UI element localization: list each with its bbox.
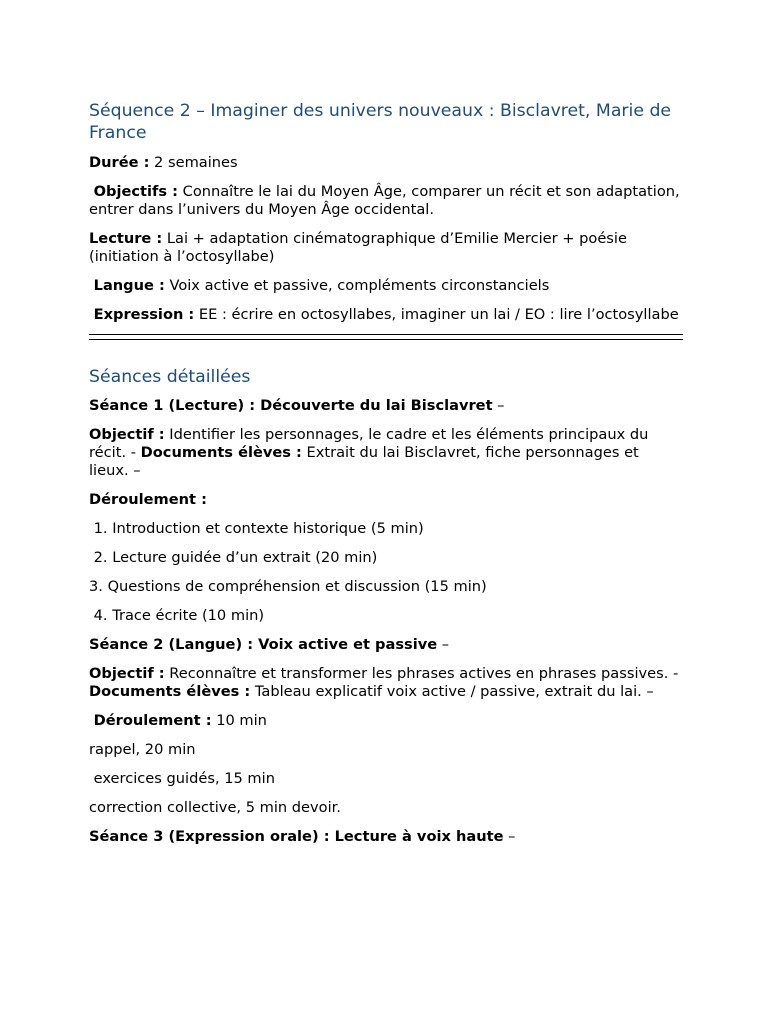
seance3-title <box>89 828 681 846</box>
seance1-title-dash: – <box>492 397 505 414</box>
seance2-documents-label: Documents élèves : <box>89 683 251 700</box>
seance2-line: rappel, 20 min <box>89 741 196 758</box>
langue-paragraph <box>89 277 681 295</box>
expression-value: EE : écrire en octosyllabes, imaginer un lai / EO : lire l’octosyllabe <box>194 306 679 323</box>
duree-value: 2 semaines <box>149 154 238 171</box>
seance2-line: correction collective, 5 min devoir. <box>89 799 341 816</box>
seance3-title-text: Séance 3 (Expression orale) : Lecture à voix haute <box>89 828 504 845</box>
objectifs-paragraph <box>89 183 681 219</box>
document-content <box>89 100 681 857</box>
langue-value: Voix active et passive, compléments circonstanciels <box>164 277 550 294</box>
seance1-objectif-paragraph <box>89 426 681 480</box>
seance1-title-text: Séance 1 (Lecture) : Découverte du lai Bisclavret <box>89 397 493 414</box>
duree-paragraph <box>89 154 681 172</box>
langue-label: Langue : <box>93 277 165 294</box>
seances-heading: Séances détaillées <box>89 367 251 387</box>
seance2-deroulement-label: Déroulement : <box>93 712 212 729</box>
seance2-title <box>89 636 681 654</box>
expression-paragraph <box>89 306 681 324</box>
double-rule-divider <box>89 334 683 340</box>
objectifs-value: Connaître le lai du Moyen Âge, comparer un récit et son adaptation, entrer dans l’univers du Moyen Âge occidental. <box>89 183 680 218</box>
lecture-label: Lecture : <box>89 230 163 247</box>
lecture-value: Lai + adaptation cinématographique d’Emilie Mercier + poésie (initiation à l’octosyllabe) <box>89 230 627 265</box>
seance2-line: exercices guidés, 15 min <box>89 770 275 787</box>
seance1-objectif-value: Identifier les personnages, le cadre et les éléments principaux du récit. - <box>89 426 649 461</box>
sequence-title: Séquence 2 – Imaginer des univers nouveaux : Bisclavret, Marie de France <box>89 101 672 143</box>
seance2-title-text: Séance 2 (Langue) : Voix active et passive <box>89 636 438 653</box>
objectifs-label: Objectifs : <box>93 183 178 200</box>
duree-label: Durée : <box>89 154 150 171</box>
seance1-deroulement-label-text: Déroulement : <box>89 491 207 508</box>
seance2-deroulement-value: 10 min <box>211 712 267 729</box>
seance1-deroulement-label <box>89 491 681 509</box>
seance1-step: 3. Questions de compréhension et discussion (15 min) <box>89 578 487 595</box>
seance2-objectif-value: Reconnaître et transformer les phrases actives en phrases passives. - <box>164 665 679 682</box>
seance1-title <box>89 397 681 415</box>
seance2-title-dash: – <box>437 636 450 653</box>
expression-label: Expression : <box>93 306 195 323</box>
seance1-step: 2. Lecture guidée d’un extrait (20 min) <box>89 549 378 566</box>
seance1-step: 1. Introduction et contexte historique (5 min) <box>89 520 424 537</box>
seance2-objectif-label: Objectif : <box>89 665 165 682</box>
seance1-step: 4. Trace écrite (10 min) <box>89 607 265 624</box>
seance2-deroulement-paragraph <box>89 712 681 730</box>
seance3-title-dash: – <box>503 828 516 845</box>
seance1-objectif-label: Objectif : <box>89 426 165 443</box>
seance1-documents-value: Extrait du lai Bisclavret, fiche personnages et lieux. – <box>89 444 639 479</box>
seance2-documents-value: Tableau explicatif voix active / passive, extrait du lai. – <box>250 683 654 700</box>
seance1-documents-label: Documents élèves : <box>140 444 302 461</box>
lecture-paragraph <box>89 230 681 266</box>
seance2-objectif-paragraph <box>89 665 681 701</box>
